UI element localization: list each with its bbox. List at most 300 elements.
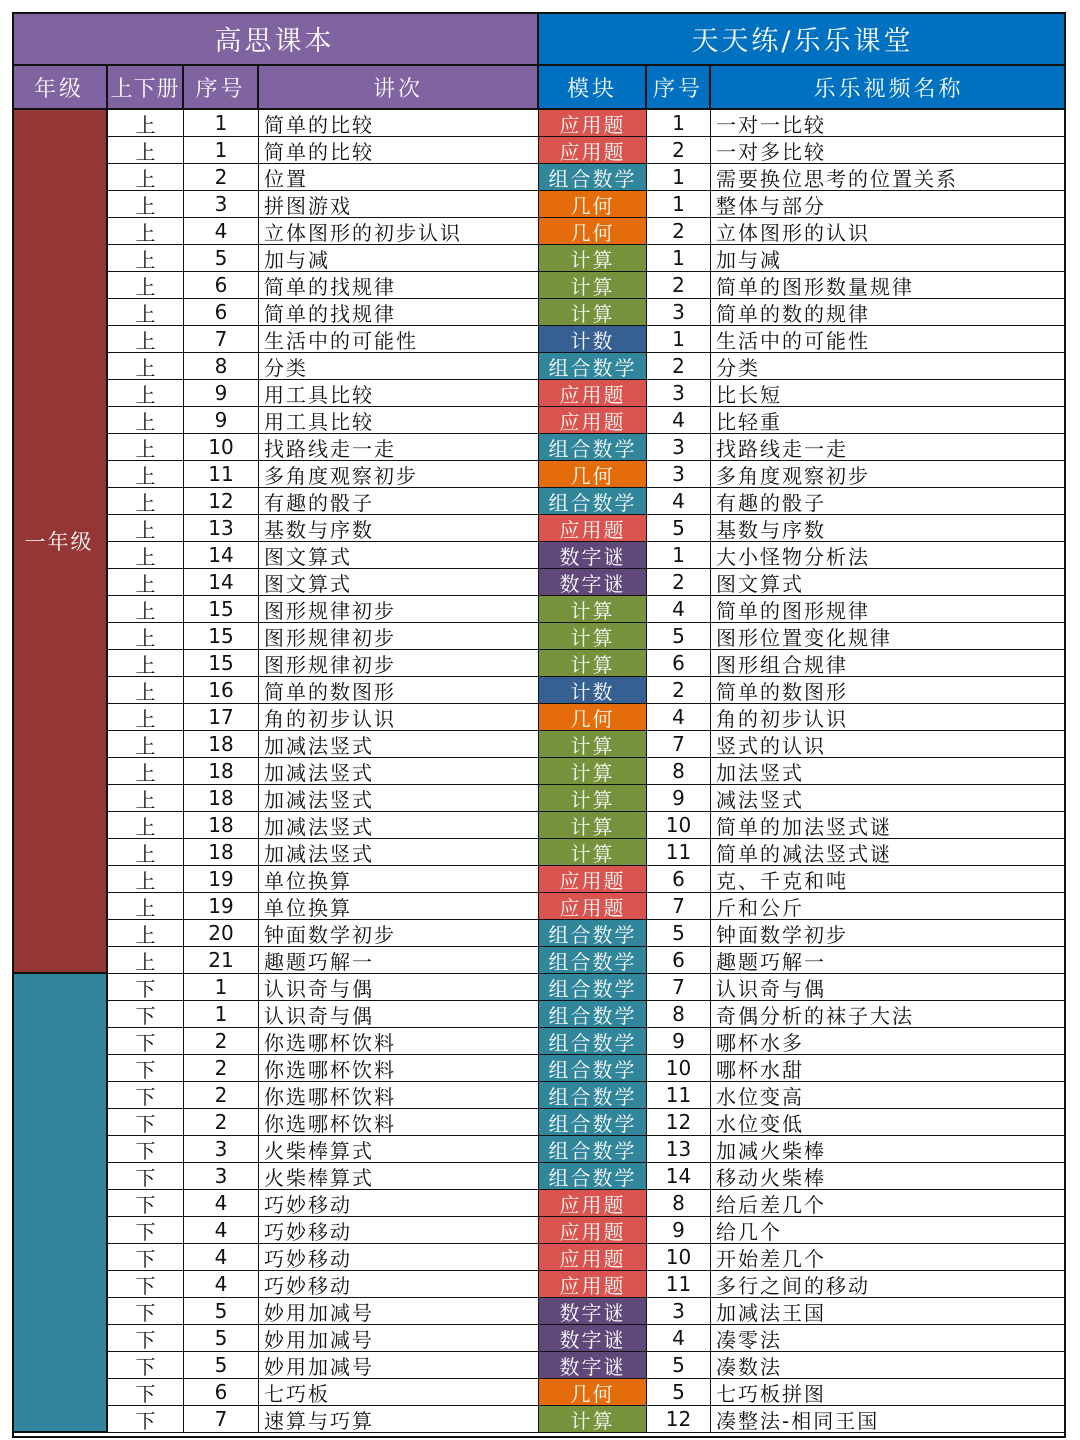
column-header-video: 乐乐视频名称 — [711, 66, 1066, 110]
seq-cell: 2 — [184, 1109, 259, 1136]
column-header-volume: 上下册 — [108, 66, 184, 110]
video-seq-cell: 4 — [647, 704, 711, 731]
seq-cell: 5 — [184, 245, 259, 272]
lesson-cell: 有趣的骰子 — [259, 488, 539, 515]
seq-cell: 8 — [184, 353, 259, 380]
volume-cell: 上 — [108, 326, 184, 353]
lesson-cell: 七巧板 — [259, 1379, 539, 1406]
lesson-cell: 用工具比较 — [259, 380, 539, 407]
volume-cell: 下 — [108, 1055, 184, 1082]
lesson-cell: 速算与巧算 — [259, 1406, 539, 1433]
video-name-cell: 图形组合规律 — [711, 650, 1066, 677]
video-seq-cell: 8 — [647, 1190, 711, 1217]
lesson-cell: 图文算式 — [259, 569, 539, 596]
lesson-cell: 位置 — [259, 164, 539, 191]
lesson-cell: 简单的数图形 — [259, 677, 539, 704]
lesson-cell: 分类 — [259, 353, 539, 380]
module-cell: 几何 — [539, 1379, 647, 1406]
module-cell: 应用题 — [539, 866, 647, 893]
video-name-cell: 给几个 — [711, 1217, 1066, 1244]
seq-cell: 7 — [184, 1406, 259, 1433]
seq-cell: 3 — [184, 1136, 259, 1163]
module-cell: 应用题 — [539, 137, 647, 164]
video-name-cell: 加法竖式 — [711, 758, 1066, 785]
lesson-cell: 认识奇与偶 — [259, 1001, 539, 1028]
seq-cell: 19 — [184, 866, 259, 893]
volume-cell: 上 — [108, 137, 184, 164]
lesson-cell: 角的初步认识 — [259, 704, 539, 731]
lesson-cell: 妙用加减号 — [259, 1352, 539, 1379]
lesson-cell: 立体图形的初步认识 — [259, 218, 539, 245]
lesson-cell: 你选哪杯饮料 — [259, 1082, 539, 1109]
video-seq-cell: 9 — [647, 785, 711, 812]
module-cell: 组合数学 — [539, 1001, 647, 1028]
lesson-cell: 简单的比较 — [259, 110, 539, 137]
module-cell: 应用题 — [539, 1271, 647, 1298]
seq-cell: 16 — [184, 677, 259, 704]
module-cell: 计算 — [539, 245, 647, 272]
seq-cell: 9 — [184, 380, 259, 407]
volume-cell: 上 — [108, 434, 184, 461]
video-seq-cell: 5 — [647, 1352, 711, 1379]
volume-cell: 上 — [108, 515, 184, 542]
video-seq-cell: 5 — [647, 1379, 711, 1406]
video-name-cell: 找路线走一走 — [711, 434, 1066, 461]
lesson-cell: 你选哪杯饮料 — [259, 1055, 539, 1082]
volume-cell: 上 — [108, 380, 184, 407]
video-name-cell: 移动火柴棒 — [711, 1163, 1066, 1190]
module-cell: 计算 — [539, 650, 647, 677]
video-name-cell: 简单的图形规律 — [711, 596, 1066, 623]
video-name-cell: 奇偶分析的袜子大法 — [711, 1001, 1066, 1028]
lesson-cell: 基数与序数 — [259, 515, 539, 542]
video-seq-cell: 2 — [647, 353, 711, 380]
volume-cell: 下 — [108, 1190, 184, 1217]
lesson-cell: 生活中的可能性 — [259, 326, 539, 353]
volume-cell: 上 — [108, 866, 184, 893]
lesson-cell: 图形规律初步 — [259, 596, 539, 623]
lesson-cell: 认识奇与偶 — [259, 974, 539, 1001]
volume-cell: 上 — [108, 353, 184, 380]
module-cell: 应用题 — [539, 110, 647, 137]
seq-cell: 3 — [184, 1163, 259, 1190]
video-name-cell: 生活中的可能性 — [711, 326, 1066, 353]
video-name-cell: 斤和公斤 — [711, 893, 1066, 920]
video-seq-cell: 8 — [647, 1001, 711, 1028]
volume-cell: 下 — [108, 974, 184, 1001]
lesson-cell: 巧妙移动 — [259, 1244, 539, 1271]
module-cell: 计算 — [539, 839, 647, 866]
video-name-cell: 水位变低 — [711, 1109, 1066, 1136]
seq-cell: 7 — [184, 326, 259, 353]
volume-cell: 上 — [108, 407, 184, 434]
lesson-cell: 妙用加减号 — [259, 1298, 539, 1325]
module-cell: 计数 — [539, 677, 647, 704]
video-seq-cell: 1 — [647, 164, 711, 191]
volume-cell: 上 — [108, 218, 184, 245]
seq-cell: 4 — [184, 1217, 259, 1244]
video-name-cell: 给后差几个 — [711, 1190, 1066, 1217]
video-seq-cell: 11 — [647, 1082, 711, 1109]
volume-cell: 下 — [108, 1136, 184, 1163]
lesson-cell: 加减法竖式 — [259, 812, 539, 839]
video-name-cell: 凑整法-相同王国 — [711, 1406, 1066, 1433]
volume-cell: 下 — [108, 1082, 184, 1109]
lesson-cell: 图形规律初步 — [259, 650, 539, 677]
volume-cell: 下 — [108, 1163, 184, 1190]
volume-cell: 上 — [108, 596, 184, 623]
lesson-cell: 加与减 — [259, 245, 539, 272]
video-name-cell: 图形位置变化规律 — [711, 623, 1066, 650]
volume-cell: 上 — [108, 461, 184, 488]
column-header-seq2: 序号 — [647, 66, 711, 110]
seq-cell: 3 — [184, 191, 259, 218]
module-cell: 应用题 — [539, 1244, 647, 1271]
video-seq-cell: 5 — [647, 623, 711, 650]
video-seq-cell: 2 — [647, 272, 711, 299]
video-seq-cell: 1 — [647, 245, 711, 272]
module-cell: 组合数学 — [539, 434, 647, 461]
lesson-cell: 单位换算 — [259, 866, 539, 893]
volume-cell: 下 — [108, 1028, 184, 1055]
lesson-cell: 巧妙移动 — [259, 1217, 539, 1244]
lesson-cell: 你选哪杯饮料 — [259, 1028, 539, 1055]
volume-cell: 上 — [108, 623, 184, 650]
seq-cell: 18 — [184, 839, 259, 866]
video-name-cell: 克、千克和吨 — [711, 866, 1066, 893]
module-cell: 应用题 — [539, 515, 647, 542]
volume-cell: 上 — [108, 164, 184, 191]
video-seq-cell: 2 — [647, 677, 711, 704]
volume-cell: 下 — [108, 1109, 184, 1136]
seq-cell: 6 — [184, 1379, 259, 1406]
left-section-title: 高思课本 — [12, 12, 539, 66]
module-cell: 应用题 — [539, 407, 647, 434]
volume-cell: 上 — [108, 245, 184, 272]
video-seq-cell: 2 — [647, 137, 711, 164]
lesson-cell: 巧妙移动 — [259, 1190, 539, 1217]
video-name-cell: 简单的数图形 — [711, 677, 1066, 704]
course-mapping-table — [12, 12, 1066, 1438]
video-seq-cell: 9 — [647, 1028, 711, 1055]
module-cell: 组合数学 — [539, 1055, 647, 1082]
module-cell: 组合数学 — [539, 488, 647, 515]
lesson-cell: 简单的找规律 — [259, 272, 539, 299]
video-seq-cell: 12 — [647, 1406, 711, 1433]
video-name-cell: 简单的图形数量规律 — [711, 272, 1066, 299]
seq-cell: 2 — [184, 164, 259, 191]
volume-cell: 下 — [108, 1217, 184, 1244]
column-header-module: 模块 — [539, 66, 647, 110]
seq-cell: 20 — [184, 920, 259, 947]
volume-cell: 上 — [108, 839, 184, 866]
column-header-seq: 序号 — [184, 66, 259, 110]
lesson-cell: 找路线走一走 — [259, 434, 539, 461]
seq-cell: 5 — [184, 1298, 259, 1325]
video-seq-cell: 6 — [647, 866, 711, 893]
lesson-cell: 巧妙移动 — [259, 1271, 539, 1298]
video-seq-cell: 1 — [647, 326, 711, 353]
module-cell: 几何 — [539, 461, 647, 488]
module-cell: 计算 — [539, 785, 647, 812]
seq-cell: 9 — [184, 407, 259, 434]
module-cell: 计算 — [539, 272, 647, 299]
seq-cell: 4 — [184, 1244, 259, 1271]
module-cell: 组合数学 — [539, 1163, 647, 1190]
video-name-cell: 多角度观察初步 — [711, 461, 1066, 488]
video-name-cell: 多行之间的移动 — [711, 1271, 1066, 1298]
video-name-cell: 七巧板拼图 — [711, 1379, 1066, 1406]
video-seq-cell: 6 — [647, 650, 711, 677]
seq-cell: 4 — [184, 1271, 259, 1298]
video-name-cell: 开始差几个 — [711, 1244, 1066, 1271]
video-seq-cell: 7 — [647, 731, 711, 758]
lesson-cell: 火柴棒算式 — [259, 1163, 539, 1190]
module-cell: 组合数学 — [539, 1109, 647, 1136]
video-seq-cell: 4 — [647, 407, 711, 434]
video-name-cell: 凑零法 — [711, 1325, 1066, 1352]
video-seq-cell: 5 — [647, 920, 711, 947]
module-cell: 计算 — [539, 812, 647, 839]
volume-cell: 下 — [108, 1298, 184, 1325]
video-name-cell: 加减法王国 — [711, 1298, 1066, 1325]
volume-cell: 上 — [108, 110, 184, 137]
module-cell: 计算 — [539, 731, 647, 758]
video-name-cell: 一对多比较 — [711, 137, 1066, 164]
video-seq-cell: 4 — [647, 596, 711, 623]
volume-cell: 上 — [108, 758, 184, 785]
lesson-cell: 单位换算 — [259, 893, 539, 920]
video-seq-cell: 10 — [647, 812, 711, 839]
video-name-cell: 简单的数的规律 — [711, 299, 1066, 326]
volume-cell: 下 — [108, 1325, 184, 1352]
seq-cell: 14 — [184, 569, 259, 596]
seq-cell: 14 — [184, 542, 259, 569]
module-cell: 数字谜 — [539, 1352, 647, 1379]
volume-cell: 上 — [108, 677, 184, 704]
column-header-grade: 年级 — [12, 66, 108, 110]
module-cell: 数字谜 — [539, 1325, 647, 1352]
video-seq-cell: 3 — [647, 461, 711, 488]
lesson-cell: 简单的比较 — [259, 137, 539, 164]
lesson-cell: 图形规律初步 — [259, 623, 539, 650]
grade-cell — [12, 974, 108, 1433]
module-cell: 应用题 — [539, 1217, 647, 1244]
seq-cell: 10 — [184, 434, 259, 461]
seq-cell: 1 — [184, 137, 259, 164]
video-seq-cell: 4 — [647, 1325, 711, 1352]
module-cell: 组合数学 — [539, 353, 647, 380]
lesson-cell: 火柴棒算式 — [259, 1136, 539, 1163]
video-seq-cell: 3 — [647, 380, 711, 407]
video-name-cell: 哪杯水多 — [711, 1028, 1066, 1055]
volume-cell: 下 — [108, 1244, 184, 1271]
seq-cell: 6 — [184, 299, 259, 326]
seq-cell: 1 — [184, 110, 259, 137]
seq-cell: 2 — [184, 1028, 259, 1055]
volume-cell: 上 — [108, 920, 184, 947]
lesson-cell: 你选哪杯饮料 — [259, 1109, 539, 1136]
volume-cell: 上 — [108, 704, 184, 731]
module-cell: 计算 — [539, 1406, 647, 1433]
seq-cell: 18 — [184, 731, 259, 758]
video-name-cell: 一对一比较 — [711, 110, 1066, 137]
video-seq-cell: 1 — [647, 110, 711, 137]
video-name-cell: 水位变高 — [711, 1082, 1066, 1109]
video-name-cell: 立体图形的认识 — [711, 218, 1066, 245]
module-cell: 计算 — [539, 596, 647, 623]
video-name-cell: 哪杯水甜 — [711, 1055, 1066, 1082]
module-cell: 数字谜 — [539, 1298, 647, 1325]
seq-cell: 5 — [184, 1325, 259, 1352]
module-cell: 应用题 — [539, 1190, 647, 1217]
video-seq-cell: 1 — [647, 542, 711, 569]
video-seq-cell: 12 — [647, 1109, 711, 1136]
volume-cell: 上 — [108, 731, 184, 758]
module-cell: 应用题 — [539, 380, 647, 407]
video-name-cell: 基数与序数 — [711, 515, 1066, 542]
video-name-cell: 简单的减法竖式谜 — [711, 839, 1066, 866]
lesson-cell: 加减法竖式 — [259, 839, 539, 866]
volume-cell: 下 — [108, 1379, 184, 1406]
video-name-cell: 认识奇与偶 — [711, 974, 1066, 1001]
video-seq-cell: 6 — [647, 947, 711, 974]
video-name-cell: 比长短 — [711, 380, 1066, 407]
video-seq-cell: 11 — [647, 1271, 711, 1298]
seq-cell: 12 — [184, 488, 259, 515]
video-name-cell: 图文算式 — [711, 569, 1066, 596]
module-cell: 计算 — [539, 758, 647, 785]
lesson-cell: 钟面数学初步 — [259, 920, 539, 947]
video-name-cell: 需要换位思考的位置关系 — [711, 164, 1066, 191]
video-seq-cell: 2 — [647, 569, 711, 596]
seq-cell: 4 — [184, 1190, 259, 1217]
module-cell: 计算 — [539, 299, 647, 326]
volume-cell: 上 — [108, 650, 184, 677]
volume-cell: 下 — [108, 1271, 184, 1298]
volume-cell: 上 — [108, 488, 184, 515]
video-name-cell: 大小怪物分析法 — [711, 542, 1066, 569]
module-cell: 组合数学 — [539, 920, 647, 947]
module-cell: 组合数学 — [539, 947, 647, 974]
video-seq-cell: 3 — [647, 434, 711, 461]
seq-cell: 13 — [184, 515, 259, 542]
volume-cell: 下 — [108, 1406, 184, 1433]
lesson-cell: 图文算式 — [259, 542, 539, 569]
video-seq-cell: 9 — [647, 1217, 711, 1244]
module-cell: 组合数学 — [539, 1136, 647, 1163]
module-cell: 几何 — [539, 704, 647, 731]
video-name-cell: 分类 — [711, 353, 1066, 380]
video-name-cell: 趣题巧解一 — [711, 947, 1066, 974]
lesson-cell: 加减法竖式 — [259, 731, 539, 758]
module-cell: 计算 — [539, 623, 647, 650]
seq-cell: 6 — [184, 272, 259, 299]
lesson-cell: 简单的找规律 — [259, 299, 539, 326]
video-name-cell: 加减火柴棒 — [711, 1136, 1066, 1163]
column-header-lesson: 讲次 — [259, 66, 539, 110]
video-name-cell: 有趣的骰子 — [711, 488, 1066, 515]
module-cell: 数字谜 — [539, 542, 647, 569]
video-seq-cell: 10 — [647, 1244, 711, 1271]
seq-cell: 1 — [184, 974, 259, 1001]
video-seq-cell: 14 — [647, 1163, 711, 1190]
video-seq-cell: 2 — [647, 218, 711, 245]
video-name-cell: 竖式的认识 — [711, 731, 1066, 758]
seq-cell: 19 — [184, 893, 259, 920]
video-name-cell: 减法竖式 — [711, 785, 1066, 812]
video-seq-cell: 11 — [647, 839, 711, 866]
video-seq-cell: 7 — [647, 974, 711, 1001]
volume-cell: 上 — [108, 542, 184, 569]
module-cell: 数字谜 — [539, 569, 647, 596]
video-seq-cell: 5 — [647, 515, 711, 542]
volume-cell: 下 — [108, 1352, 184, 1379]
video-name-cell: 整体与部分 — [711, 191, 1066, 218]
seq-cell: 15 — [184, 596, 259, 623]
lesson-cell: 用工具比较 — [259, 407, 539, 434]
video-seq-cell: 3 — [647, 1298, 711, 1325]
volume-cell: 上 — [108, 812, 184, 839]
video-name-cell: 凑数法 — [711, 1352, 1066, 1379]
seq-cell: 18 — [184, 785, 259, 812]
volume-cell: 上 — [108, 569, 184, 596]
module-cell: 组合数学 — [539, 1082, 647, 1109]
module-cell: 几何 — [539, 218, 647, 245]
seq-cell: 17 — [184, 704, 259, 731]
module-cell: 几何 — [539, 191, 647, 218]
video-name-cell: 钟面数学初步 — [711, 920, 1066, 947]
seq-cell: 1 — [184, 1001, 259, 1028]
seq-cell: 15 — [184, 623, 259, 650]
seq-cell: 2 — [184, 1055, 259, 1082]
seq-cell: 2 — [184, 1082, 259, 1109]
lesson-cell: 趣题巧解一 — [259, 947, 539, 974]
lesson-cell: 多角度观察初步 — [259, 461, 539, 488]
video-name-cell: 比轻重 — [711, 407, 1066, 434]
grade-cell: 一年级 — [12, 110, 108, 974]
seq-cell: 5 — [184, 1352, 259, 1379]
video-seq-cell: 1 — [647, 191, 711, 218]
video-seq-cell: 4 — [647, 488, 711, 515]
seq-cell: 21 — [184, 947, 259, 974]
volume-cell: 上 — [108, 299, 184, 326]
lesson-cell: 拼图游戏 — [259, 191, 539, 218]
volume-cell: 上 — [108, 272, 184, 299]
video-seq-cell: 8 — [647, 758, 711, 785]
seq-cell: 15 — [184, 650, 259, 677]
module-cell: 组合数学 — [539, 1028, 647, 1055]
seq-cell: 11 — [184, 461, 259, 488]
seq-cell: 4 — [184, 218, 259, 245]
volume-cell: 上 — [108, 947, 184, 974]
video-seq-cell: 7 — [647, 893, 711, 920]
lesson-cell: 妙用加减号 — [259, 1325, 539, 1352]
volume-cell: 上 — [108, 785, 184, 812]
video-seq-cell: 10 — [647, 1055, 711, 1082]
lesson-cell: 加减法竖式 — [259, 758, 539, 785]
module-cell: 计数 — [539, 326, 647, 353]
volume-cell: 上 — [108, 893, 184, 920]
module-cell: 组合数学 — [539, 974, 647, 1001]
volume-cell: 下 — [108, 1001, 184, 1028]
lesson-cell: 加减法竖式 — [259, 785, 539, 812]
video-name-cell: 角的初步认识 — [711, 704, 1066, 731]
right-section-title: 天天练/乐乐课堂 — [539, 12, 1066, 66]
video-seq-cell: 13 — [647, 1136, 711, 1163]
video-name-cell: 加与减 — [711, 245, 1066, 272]
module-cell: 组合数学 — [539, 164, 647, 191]
